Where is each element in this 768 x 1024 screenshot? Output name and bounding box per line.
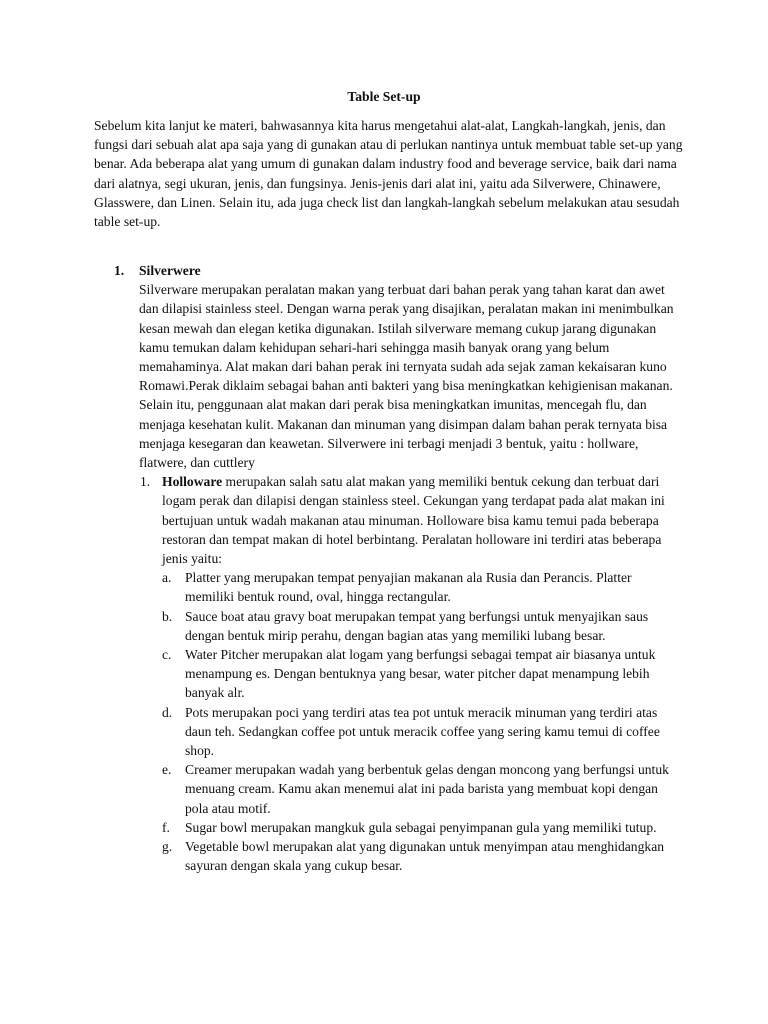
subsection-term: Holloware	[162, 474, 223, 490]
section-silverwere	[94, 261, 684, 876]
subsection-holloware	[94, 472, 684, 568]
list-item	[94, 645, 684, 703]
list-item-letter: d.	[162, 704, 173, 720]
list-item-text: Sauce boat atau gravy boat merupakan tempat yang berfungsi untuk menyajikan saus dengan bentuk mirip perahu, dengan bagian atas yang memiliki lubang besar.	[185, 608, 649, 643]
list-item-letter: e.	[162, 762, 172, 778]
list-item-letter: c.	[162, 647, 172, 663]
subsection-text: merupakan salah satu alat makan yang memiliki bentuk cekung dan terbuat dari logam perak dan dilapisi dengan stainless steel. Cekungan yang terdapat pada alat makan ini bertujuan untuk wadah makanan atau minuman. Holloware bisa kamu temui pada beberapa restoran dan tempat makan di hotel berbintang. Peralatan holloware ini terdiri atas beberapa jenis yaitu:	[162, 474, 665, 567]
list-item-text: Platter yang merupakan tempat penyajian makanan ala Rusia dan Perancis. Platter memiliki bentuk round, oval, hingga rectangular.	[185, 570, 632, 605]
section-heading	[94, 261, 684, 280]
list-item	[94, 568, 684, 606]
list-item-letter: f.	[162, 819, 170, 835]
list-item	[94, 703, 684, 761]
subsection-number: 1.	[140, 474, 151, 490]
document-title: Table Set-up	[347, 89, 421, 104]
section-number: 1.	[114, 263, 125, 278]
intro-paragraph: Sebelum kita lanjut ke materi, bahwasannya kita harus mengetahui alat-alat, Langkah-langkah, jenis, dan fungsi dari sebuah alat apa saja yang di gunakan atau di perlukan nantinya untuk membuat table set-up yang benar. Ada beberapa alat yang umum di gunakan dalam industry food and beverage service, baik dari nama dari alatnya, segi ukuran, jenis, dan fungsinya. Jenis-jenis dari alat ini, yaitu ada Silverwere, Chinawere, Glasswere, dan Linen. Selain itu, ada juga check list dan langkah-langkah sebelum melakukan atau sesudah table set-up.	[94, 118, 683, 230]
list-item	[94, 818, 684, 837]
list-item-text: Vegetable bowl merupakan alat yang digunakan untuk menyimpan atau menghidangkan sayuran dengan skala yang cukup besar.	[185, 839, 665, 874]
list-item-letter: a.	[162, 570, 172, 586]
list-item-letter: g.	[162, 839, 173, 855]
list-item	[94, 837, 684, 875]
section-body: Silverware merupakan peralatan makan yang terbuat dari bahan perak yang tahan karat dan awet dan dilapisi stainless steel. Dengan warna perak yang disajikan, peralatan makan ini menimbulkan kesan mewah dan elegan ketika digunakan. Istilah silverware memang cukup jarang digunakan kamu temukan dalam kehidupan sehari-hari sehingga masih banyak orang yang belum memahaminya. Alat makan dari bahan perak ini ternyata sudah ada sejak zaman kekaisaran kuno Romawi.Perak diklaim sebagai bahan anti bakteri yang bisa meningkatkan kehigienisan makanan. Selain itu, penggunaan alat makan dari perak bisa meningkatkan imunitas, mencegah flu, dan menjaga kesehatan kulit. Makanan dan minuman yang disimpan dalam bahan perak ternyata bisa menjaga kesegaran dan keawetan. Silverwere ini terbagi menjadi 3 bentuk, yaitu : hollware, flatwere, dan cuttlery	[139, 282, 674, 471]
list-item	[94, 607, 684, 645]
section-title: Silverwere	[139, 263, 201, 278]
list-item-text: Water Pitcher merupakan alat logam yang berfungsi sebagai tempat air biasanya untuk menampung es. Dengan bentuknya yang besar, water pitcher dapat menampung lebih banyak alr.	[185, 647, 656, 701]
list-item-text: Creamer merupakan wadah yang berbentuk gelas dengan moncong yang berfungsi untuk menuang cream. Kamu akan menemui alat ini pada barista yang membuat kopi dengan pola atau motif.	[185, 762, 669, 816]
holloware-item-list	[94, 568, 684, 875]
list-item-text: Sugar bowl merupakan mangkuk gula sebagai penyimpanan gula yang memiliki tutup.	[185, 819, 657, 835]
list-item-letter: b.	[162, 608, 173, 624]
list-item-text: Pots merupakan poci yang terdiri atas tea pot untuk meracik minuman yang terdiri atas daun teh. Sedangkan coffee pot untuk meracik coffee yang sering kamu temui di coffee shop.	[185, 704, 660, 759]
list-item	[94, 760, 684, 818]
